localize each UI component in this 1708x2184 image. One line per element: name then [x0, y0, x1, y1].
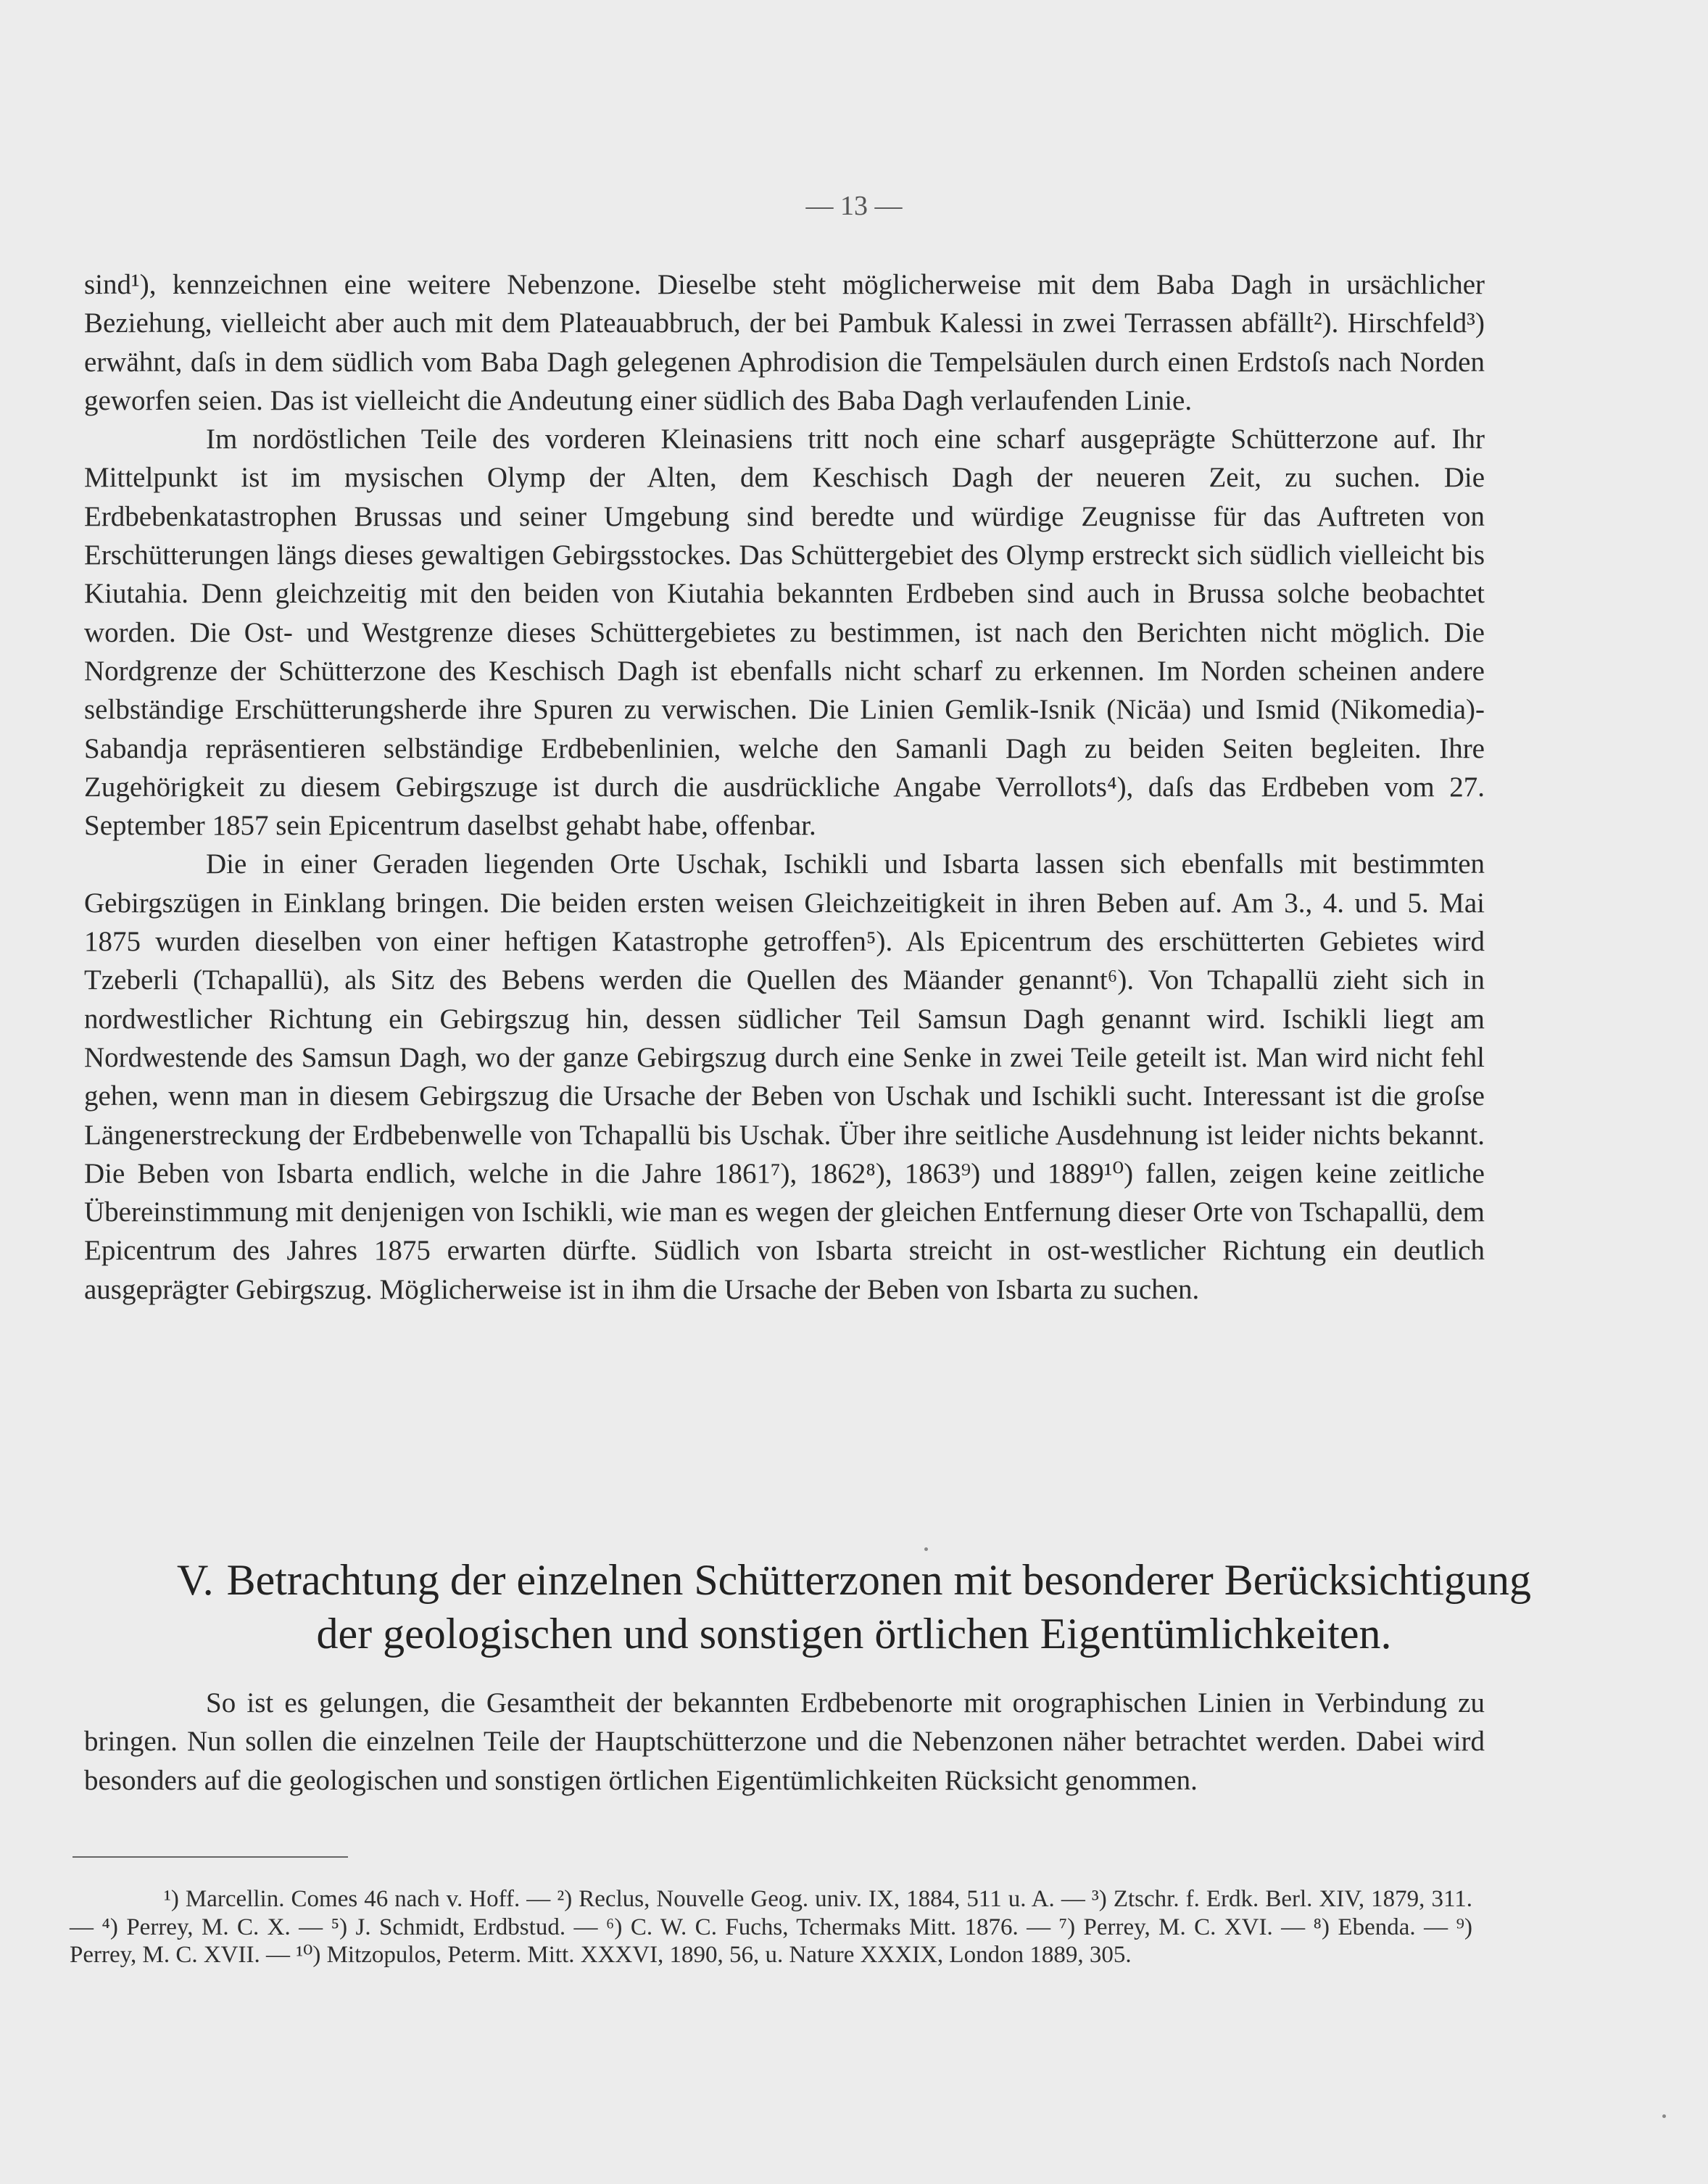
section-title-line2: der geologischen und sonstigen örtlichen Eigentümlichkeiten.: [316, 1610, 1392, 1658]
print-blemish: [924, 1547, 928, 1551]
section-title-line1: Betrachtung der einzelnen Schütterzonen mit besonderer Berücksichtigung: [226, 1556, 1531, 1604]
footnote-text: ¹) Marcellin. Comes 46 nach v. Hoff. — ²) Reclus, Nouvelle Geog. univ. IX, 1884, 511 u. A. — ³) Ztschr. f. Erdk. Berl. XIV, 1879, 311. — ⁴) Perrey, M. C. X. — ⁵) J. Schmidt, Erdbstud. — ⁶) C. W. C. Fuchs, Tchermaks Mitt. 1876. — ⁷) Perrey, M. C. XVI. — ⁸) Ebenda. — ⁹) Perrey, M. C. XVII. — ¹⁰) Mitzopulos, Peterm. Mitt. XXXVI, 1890, 56, u. Nature XXXIX, London 1889, 305.: [70, 1886, 1472, 1968]
paragraph-uschak-isbarta: Die in einer Geraden liegenden Orte Uschak, Ischikli und Isbarta lassen sich ebenfalls mit bestimmten Gebirgszügen in Einklang bringen. Die beiden ersten weisen Gleichzeitigkeit in ihren Beben auf. Am 3., 4. und 5. Mai 1875 wurden dieselben von einer heftigen Katastrophe getroffen⁵). Als Epicentrum des erschütterten Gebietes wird Tzeberli (Tchapallü), als Sitz des Bebens werden die Quellen des Mäander genannt⁶). Von Tchapallü zieht sich in nordwestlicher Richtung ein Gebirgszug hin, dessen südlicher Teil Samsun Dagh genannt wird. Ischikli liegt am Nordwestende des Samsun Dagh, wo der ganze Gebirgszug durch eine Senke in zwei Teile geteilt ist. Man wird nicht fehl gehen, wenn man in diesem Gebirgszug die Ursache der Beben von Uschak und Ischikli sucht. Interessant ist die groſse Längenerstreckung der Erdbebenwelle von Tchapallü bis Uschak. Über ihre seitliche Ausdehnung ist leider nichts bekannt. Die Beben von Isbarta endlich, welche in die Jahre 1861⁷), 1862⁸), 1863⁹) und 1889¹⁰) fallen, zeigen keine zeitliche Übereinstimmung mit denjenigen von Ischikli, wie man es wegen der gleichen Entfernung dieser Orte von Tschapallü, dem Epicentrum des Jahres 1875 erwarten dürfte. Südlich von Isbarta streicht in ost-westlicher Richtung ein deutlich ausgeprägter Gebirgszug. Möglicherweise ist in ihm die Ursache der Beben von Isbarta zu suchen.: [84, 848, 1485, 1305]
footnotes: [70, 1885, 1472, 1969]
paragraph-continuation: sind¹), kennzeichnen eine weitere Nebenzone. Dieselbe steht möglicherweise mit dem Baba Dagh in ursächlicher Beziehung, vielleicht aber auch mit dem Plateauabbruch, der bei Pambuk Kalessi in zwei Terrassen abfällt²). Hirschfeld³) erwähnt, daſs in dem südlich vom Baba Dagh gelegenen Aphrodision die Tempelsäulen durch einen Erdstoſs nach Norden geworfen seien. Das ist vielleicht die Andeutung einer südlich des Baba Dagh verlaufenden Linie.: [84, 269, 1485, 416]
paragraph-olymp-zone: Im nordöstlichen Teile des vorderen Kleinasiens tritt noch eine scharf ausgeprägte Schütterzone auf. Ihr Mittelpunkt ist im mysischen Olymp der Alten, dem Keschisch Dagh der neueren Zeit, zu suchen. Die Erdbebenkatastrophen Brussas und seiner Umgebung sind beredte und würdige Zeugnisse für das Auftreten von Erschütterungen längs dieses gewaltigen Gebirgsstockes. Das Schüttergebiet des Olymp erstreckt sich südlich vielleicht bis Kiutahia. Denn gleichzeitig mit den beiden von Kiutahia bekannten Erdbeben sind auch in Brussa solche beobachtet worden. Die Ost- und Westgrenze dieses Schüttergebietes zu bestimmen, ist nach den Berichten nicht möglich. Die Nordgrenze der Schütterzone des Keschisch Dagh ist ebenfalls nicht scharf zu erkennen. Im Norden scheinen andere selbständige Erschütterungsherde ihre Spuren zu verwischen. Die Linien Gemlik-Isnik (Nicäa) und Ismid (Nikomedia)-Sabandja repräsentieren selbständige Erdbebenlinien, welche den Samanli Dagh zu beiden Seiten begleiten. Ihre Zugehörigkeit zu diesem Gebirgszuge ist durch die ausdrückliche Angabe Verrollots⁴), daſs das Erdbeben vom 27. September 1857 sein Epicentrum daselbst gehabt habe, offenbar.: [84, 423, 1485, 842]
section-v-body: [84, 1684, 1485, 1800]
footnote-rule: [72, 1856, 348, 1858]
section-heading-line1: [0, 1553, 1708, 1607]
page-number: — 13 —: [805, 191, 903, 221]
print-blemish: [1662, 2114, 1666, 2118]
section-number: V.: [177, 1556, 214, 1604]
continued-section: [84, 265, 1485, 1309]
section-heading: [0, 1553, 1708, 1660]
paragraph-section-v: So ist es gelungen, die Gesamtheit der bekannten Erdbebenorte mit orographischen Linien in Verbindung zu bringen. Nun sollen die einzelnen Teile der Hauptschütterzone und die Nebenzonen näher betrachtet werden. Dabei wird besonders auf die geologischen und sonstigen örtlichen Eigentümlichkeiten Rücksicht genommen.: [84, 1687, 1485, 1796]
